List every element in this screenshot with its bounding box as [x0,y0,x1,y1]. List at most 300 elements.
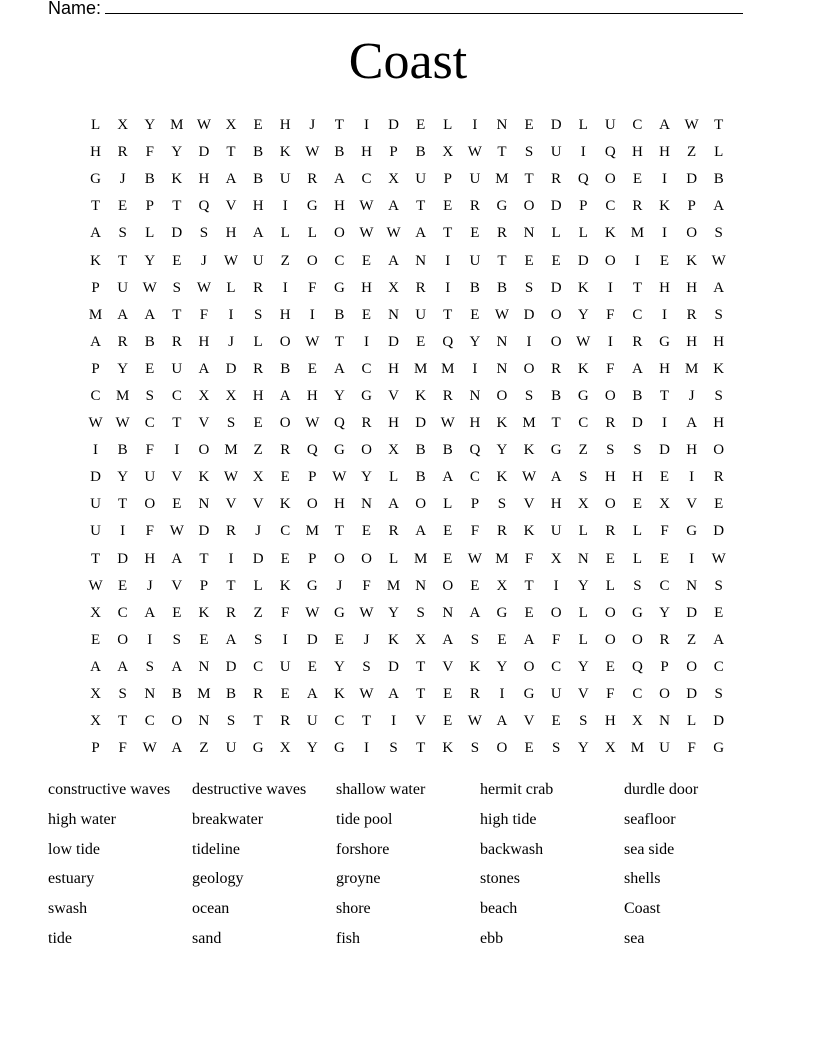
grid-letter: R [496,523,507,540]
grid-letter: E [90,631,101,648]
grid-letter: O [523,658,535,675]
grid-letter: X [632,713,643,730]
grid-letter: E [524,604,534,621]
grid-letter: D [686,171,698,188]
grid-letter: C [632,306,643,323]
grid-letter: Y [577,658,589,675]
grid-letter: G [333,604,345,621]
grid-letter: M [197,686,211,703]
grid-letter: T [334,333,344,350]
grid-letter: I [174,442,180,459]
grid-letter: G [306,577,318,594]
grid-letter: Y [333,387,345,404]
grid-letter: B [280,360,291,377]
grid-letter: L [632,523,642,540]
word-list-item: beach [480,900,518,918]
grid-letter: E [443,523,453,540]
grid-letter: H [90,144,101,161]
grid-letter: B [226,686,237,703]
grid-letter: F [660,523,669,540]
grid-letter: L [145,225,155,242]
grid-letter: Y [496,658,508,675]
grid-letter: N [388,306,399,323]
grid-letter: B [253,144,264,161]
grid-letter: I [282,631,288,648]
grid-letter: Q [469,442,481,459]
grid-letter: W [359,686,374,703]
grid-letter: Q [632,658,643,675]
grid-letter: N [415,252,427,269]
grid-letter: I [662,171,668,188]
grid-letter: Y [659,604,670,621]
grid-letter: E [145,360,155,377]
grid-letter: E [551,252,561,269]
grid-letter: U [279,171,291,188]
grid-letter: V [415,713,427,730]
grid-letter: E [416,333,426,350]
grid-letter: S [118,225,127,242]
grid-letter: I [282,198,288,215]
grid-letter: F [551,631,561,648]
grid-letter: I [120,523,126,540]
grid-letter: S [524,387,534,404]
grid-letter: D [550,117,562,134]
grid-letter: F [606,686,615,703]
grid-letter: O [333,550,345,567]
grid-letter: F [308,279,317,296]
grid-letter: F [145,144,154,161]
grid-letter: R [253,360,264,377]
grid-letter: A [496,713,508,730]
grid-letter: S [633,577,642,594]
word-list-item: tide [48,929,72,947]
grid-letter: A [90,333,101,350]
grid-letter: T [497,252,507,269]
grid-letter: F [145,523,154,540]
grid-letter: N [523,225,535,242]
grid-letter: I [391,713,397,730]
grid-letter: U [306,713,318,730]
grid-letter: E [632,496,642,513]
grid-letter: A [225,171,237,188]
grid-letter: H [252,198,264,215]
grid-letter: T [714,117,724,134]
grid-letter: D [388,117,399,134]
grid-letter: E [443,550,453,567]
grid-letter: S [389,740,398,757]
grid-letter: M [414,550,428,567]
word-list-item: forshore [336,840,390,858]
grid-letter: S [226,415,236,432]
grid-letter: C [361,171,372,188]
grid-letter: O [496,387,508,404]
grid-letter: M [170,117,184,134]
grid-letter: P [470,496,480,513]
grid-letter: X [388,279,399,296]
grid-letter: E [307,658,317,675]
grid-letter: D [388,333,399,350]
grid-letter: X [496,577,508,594]
grid-letter: V [577,686,589,703]
grid-letter: W [332,469,347,486]
grid-letter: U [279,658,291,675]
grid-letter: I [472,117,478,134]
grid-letter: P [579,198,588,215]
grid-letter: L [605,577,615,594]
grid-letter: K [686,252,698,269]
grid-letter: B [334,306,345,323]
grid-letter: V [388,387,399,404]
grid-letter: B [415,144,426,161]
grid-letter: N [496,360,508,377]
grid-letter: W [305,333,320,350]
grid-letter: T [118,496,128,513]
grid-letter: Y [144,117,156,134]
grid-letter: B [632,387,643,404]
grid-letter: T [632,279,642,296]
grid-letter: A [415,225,427,242]
grid-letter: I [580,144,586,161]
grid-letter: W [711,252,726,269]
grid-letter: G [632,604,643,621]
grid-letter: H [306,387,318,404]
grid-letter: T [90,550,101,567]
grid-letter: W [142,740,157,757]
grid-letter: U [469,171,481,188]
grid-letter: N [686,577,698,594]
grid-letter: J [336,577,343,594]
grid-letter: T [497,144,507,161]
grid-letter: A [523,631,535,648]
grid-letter: X [415,631,427,648]
grid-letter: E [470,577,480,594]
grid-letter: J [363,631,370,648]
grid-letter: O [604,604,616,621]
grid-letter: E [659,469,670,486]
grid-letter: Z [687,144,697,161]
grid-letter: F [362,577,371,594]
grid-letter: M [386,577,401,594]
grid-letter: U [252,252,264,269]
grid-letter: V [171,469,183,486]
grid-letter: E [280,550,290,567]
grid-letter: C [713,658,724,675]
grid-letter: M [495,171,509,188]
grid-letter: Y [577,740,589,757]
grid-letter: A [442,469,454,486]
word-list-item: low tide [48,840,100,858]
grid-letter: D [659,442,670,459]
grid-letter: A [333,360,345,377]
grid-letter: S [470,740,480,757]
grid-letter: A [333,171,345,188]
grid-letter: L [578,631,588,648]
grid-letter: B [334,144,345,161]
grid-letter: D [550,198,562,215]
grid-letter: R [551,360,562,377]
grid-letter: E [307,360,317,377]
grid-letter: U [550,686,562,703]
grid-letter: W [88,577,103,594]
grid-letter: O [144,496,156,513]
grid-letter: Q [333,415,345,432]
word-list-item: shallow water [336,781,426,798]
grid-letter: H [144,550,156,567]
grid-letter: L [253,577,263,594]
grid-letter: E [443,686,453,703]
grid-letter: I [499,686,505,703]
grid-letter: S [524,144,534,161]
grid-letter: Y [577,306,589,323]
grid-letter: K [496,469,508,486]
grid-letter: X [279,740,291,757]
grid-letter: T [118,252,128,269]
grid-letter: D [198,523,210,540]
grid-letter: G [333,740,345,757]
grid-letter: P [308,469,317,486]
grid-letter: T [90,198,101,215]
name-label: Name: [48,0,102,18]
grid-letter: I [662,306,668,323]
grid-letter: I [689,550,695,567]
grid-letter: D [388,658,399,675]
grid-letter: M [224,442,238,459]
grid-letter: O [604,631,616,648]
grid-letter: T [253,713,263,730]
grid-letter: A [252,225,264,242]
grid-letter: B [713,171,724,188]
grid-letter: Q [442,333,454,350]
grid-letter: R [469,686,480,703]
grid-letter: L [551,225,561,242]
grid-letter: D [225,658,237,675]
grid-letter: Y [144,252,156,269]
grid-letter: K [523,523,535,540]
grid-letter: P [687,198,696,215]
grid-letter: R [469,198,480,215]
grid-letter: E [470,225,480,242]
grid-letter: H [659,360,670,377]
grid-letter: S [172,631,181,648]
grid-letter: W [521,469,537,486]
grid-letter: S [416,604,425,621]
grid-letter: F [687,740,696,757]
grid-letter: I [445,279,451,296]
grid-letter: Z [253,604,263,621]
grid-letter: I [363,333,369,350]
grid-letter: N [144,686,156,703]
grid-letter: E [172,252,182,269]
grid-letter: T [416,740,426,757]
grid-letter: O [550,333,562,350]
grid-letter: I [689,469,695,486]
grid-letter: R [280,713,291,730]
grid-letter: Z [199,740,209,757]
grid-letter: U [659,740,670,757]
grid-letter: S [714,577,723,594]
word-list-item: seafloor [624,810,676,828]
grid-letter: P [308,550,317,567]
grid-letter: Y [577,577,589,594]
grid-letter: M [630,225,645,242]
grid-letter: K [604,225,616,242]
grid-letter: F [606,360,615,377]
grid-letter: B [415,469,426,486]
grid-letter: D [117,550,129,567]
grid-letter: R [713,469,724,486]
grid-letter: A [713,631,725,648]
grid-letter: A [659,117,670,134]
grid-letter: T [199,550,209,567]
grid-letter: W [440,415,455,432]
grid-letter: O [117,631,129,648]
grid-letter: K [90,252,101,269]
grid-letter: W [305,144,320,161]
grid-letter: I [526,333,532,350]
grid-letter: C [253,658,264,675]
grid-letter: M [441,360,455,377]
grid-letter: R [632,333,643,350]
grid-letter: A [550,469,562,486]
grid-letter: C [632,117,643,134]
grid-letter: O [442,577,454,594]
grid-letter: H [252,387,264,404]
grid-letter: H [198,333,210,350]
grid-letter: R [388,523,399,540]
grid-letter: A [171,658,183,675]
grid-letter: U [469,252,481,269]
grid-letter: S [172,279,181,296]
grid-letter: H [388,415,399,432]
grid-letter: V [252,496,264,513]
grid-letter: A [144,306,156,323]
grid-letter: H [333,198,345,215]
grid-letter: Y [117,360,129,377]
grid-letter: E [551,713,561,730]
grid-letter: O [632,631,643,648]
grid-letter: I [662,415,668,432]
grid-letter: B [117,442,128,459]
grid-letter: H [686,333,698,350]
grid-letter: D [523,306,535,323]
word-list-item: swash [48,900,88,918]
grid-letter: H [604,469,616,486]
word-list-item: shells [624,870,661,888]
grid-letter: T [118,713,128,730]
grid-letter: E [605,550,615,567]
word-list-item: groyne [336,870,381,888]
grid-letter: H [659,144,670,161]
grid-letter: Y [306,740,318,757]
grid-letter: F [281,604,290,621]
grid-letter: E [443,198,453,215]
grid-letter: K [279,496,291,513]
grid-letter: O [171,713,183,730]
grid-letter: E [199,631,209,648]
grid-letter: O [550,306,562,323]
grid-letter: H [550,496,562,513]
grid-letter: D [713,523,725,540]
grid-letter: D [632,415,643,432]
grid-letter: M [522,415,536,432]
grid-letter: E [524,252,534,269]
grid-letter: U [117,279,129,296]
grid-letter: X [198,387,210,404]
grid-letter: R [253,686,264,703]
grid-letter: D [577,252,589,269]
word-list-item: ebb [480,929,504,947]
grid-letter: B [496,279,507,296]
grid-letter: I [607,279,613,296]
grid-letter: E [280,686,290,703]
grid-letter: I [228,306,234,323]
grid-letter: X [117,117,129,134]
grid-letter: D [171,225,183,242]
grid-letter: W [142,279,157,296]
grid-letter: G [659,333,670,350]
grid-letter: Z [578,442,588,459]
grid-letter: N [469,387,481,404]
grid-letter: R [307,171,318,188]
grid-letter: V [198,415,210,432]
grid-letter: R [442,387,453,404]
grid-letter: D [90,469,101,486]
grid-letter: N [198,713,210,730]
word-list-item: estuary [48,870,95,888]
grid-letter: W [684,117,699,134]
grid-letter: U [171,360,183,377]
grid-letter: C [469,469,480,486]
grid-letter: U [550,523,562,540]
grid-letter: D [686,604,698,621]
grid-letter: W [359,225,374,242]
grid-letter: P [443,171,452,188]
grid-letter: D [306,631,318,648]
grid-letter: X [550,550,562,567]
grid-letter: S [145,658,154,675]
grid-letter: H [225,225,237,242]
grid-letter: O [604,496,616,513]
grid-letter: P [91,360,100,377]
grid-letter: H [388,360,399,377]
grid-letter: M [630,740,645,757]
grid-letter: A [469,604,481,621]
grid-letter: W [386,225,401,242]
grid-letter: C [144,415,155,432]
grid-letter: O [604,171,616,188]
grid-letter: U [604,117,616,134]
grid-letter: O [659,686,670,703]
grid-letter: S [118,686,127,703]
grid-letter: L [280,225,290,242]
grid-letter: Y [361,469,372,486]
grid-letter: T [334,117,344,134]
grid-letter: S [497,496,507,513]
grid-letter: O [686,658,698,675]
grid-letter: P [91,279,100,296]
grid-letter: V [686,496,698,513]
grid-letter: E [524,740,534,757]
grid-letter: O [604,387,616,404]
grid-letter: G [713,740,725,757]
grid-letter: B [144,171,155,188]
name-field [48,0,743,18]
grid-letter: T [524,577,534,594]
grid-letter: X [442,144,454,161]
grid-letter: A [713,279,725,296]
grid-letter: S [226,713,236,730]
grid-letter: H [198,171,210,188]
